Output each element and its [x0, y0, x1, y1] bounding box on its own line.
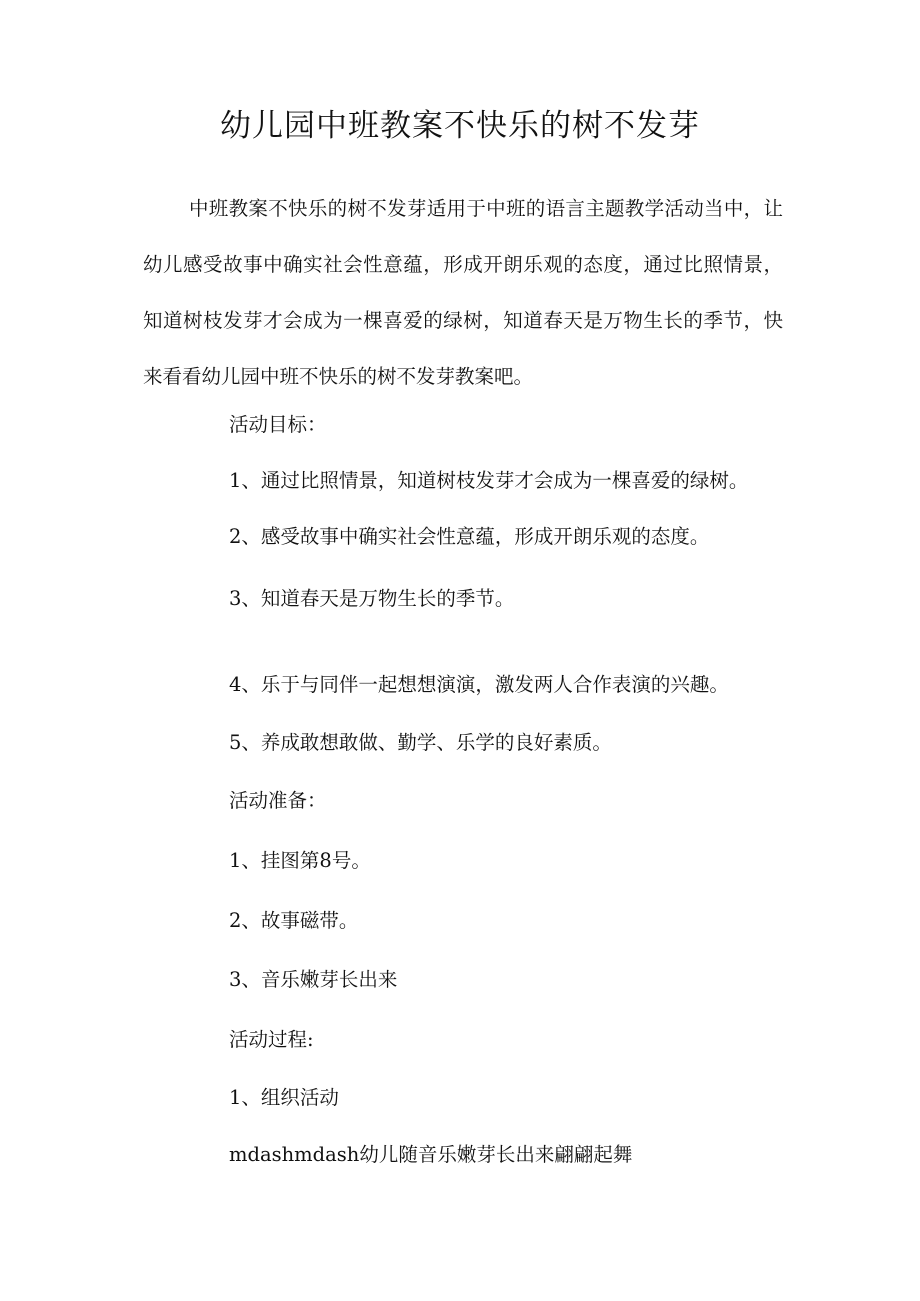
document-title: 幼儿园中班教案不快乐的树不发芽: [220, 108, 700, 144]
goals-heading: 活动目标：: [229, 413, 327, 436]
goal-item-5: 5、养成敢想敢做、勤学、乐学的良好素质。: [229, 731, 612, 754]
intro-paragraph: 中班教案不快乐的树不发芽适用于中班的语言主题教学活动当中，让幼儿感受故事中确实社会性意蕴，形成开朗乐观的态度，通过比照情景，知道树枝发芽才会成为一棵喜爱的绿树，知道春天是万物生长的季节，快来看看幼儿园中班不快乐的树不发芽教案吧。: [143, 197, 783, 388]
prep-item-1: 1、挂图第8号。: [229, 849, 371, 872]
goal-item-2: 2、感受故事中确实社会性意蕴，形成开朗乐观的态度。: [229, 525, 710, 548]
goal-item-1: 1、通过比照情景，知道树枝发芽才会成为一棵喜爱的绿树。: [229, 469, 749, 492]
prep-item-2: 2、故事磁带。: [229, 909, 359, 932]
goal-item-3: 3、知道春天是万物生长的季节。: [229, 587, 515, 610]
process-heading: 活动过程:: [229, 1028, 314, 1051]
process-item-1: 1、组织活动: [229, 1086, 339, 1109]
process-item-2: mdashmdash幼儿随音乐嫩芽长出来翩翩起舞: [229, 1143, 633, 1166]
prep-item-3: 3、音乐嫩芽长出来: [229, 968, 398, 991]
goal-item-4: 4、乐于与同伴一起想想演演，激发两人合作表演的兴趣。: [229, 673, 729, 696]
prep-heading: 活动准备：: [229, 789, 327, 812]
